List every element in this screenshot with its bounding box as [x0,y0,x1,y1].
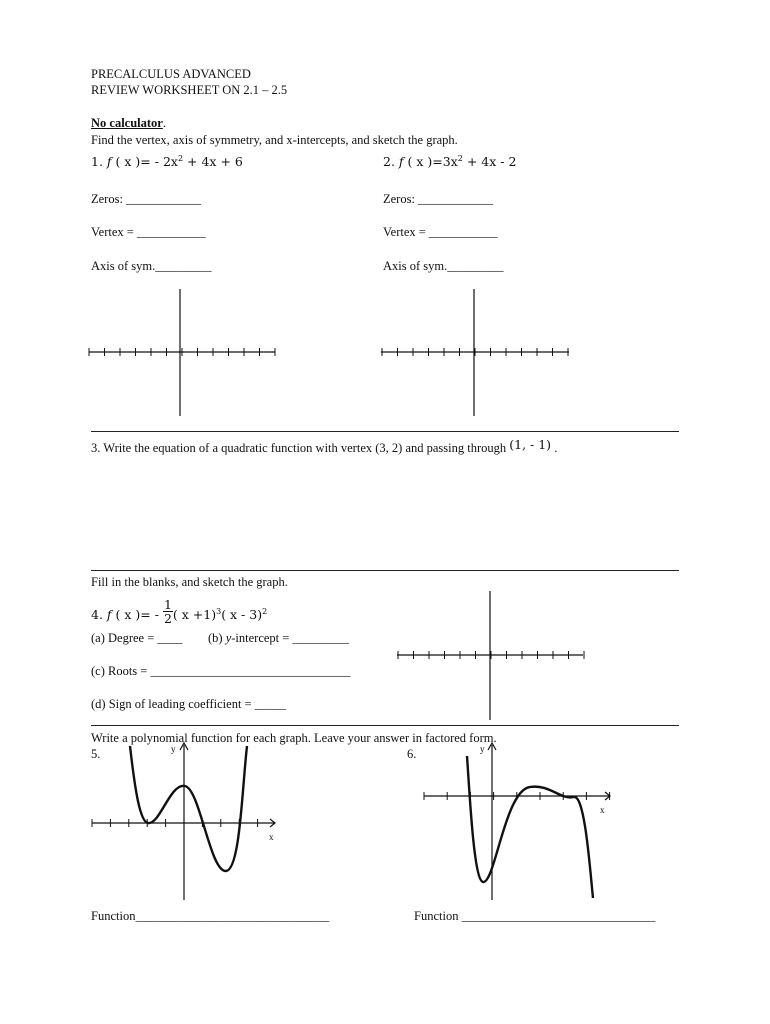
problem-4-c: (c) Roots = ________________________________ [91,664,351,678]
problem-2-axis: Axis of sym._________ [383,259,504,273]
problem-5-y-label: y [171,744,176,754]
problem-4-factor2: ( x - 3) [221,607,263,622]
problem-2-paren: ( x ) [407,154,433,170]
section4-instructions: Fill in the blanks, and sketch the graph. [91,575,288,589]
problem-4-b-post: -intercept = _________ [231,631,349,645]
problem-1-f: f [106,154,112,170]
problem-4-number: 4. [91,607,103,622]
problem-1-vertex: Vertex = ___________ [91,225,206,239]
problem-2-zeros: Zeros: ____________ [383,192,494,206]
problem-6-number: 6. [407,747,417,761]
worksheet-subtitle: REVIEW WORKSHEET ON 2.1 – 2.5 [91,83,288,97]
problem-6-curve [467,756,593,898]
problem-2-vertex: Vertex = ___________ [383,225,498,239]
problem-3-end: . [551,441,558,455]
problem-4-eq: = - [140,607,159,622]
problem-4-b-italic: y [225,631,232,645]
problem-4-f: f [106,607,112,622]
problem-6-function-field[interactable]: Function _______________________________ [414,909,656,923]
problem-2-number: 2. [383,154,395,170]
problem-4-exp1: 3 [216,606,222,616]
problem-1-paren: ( x ) [115,154,141,170]
problem-1-rest: + 4x + 6 [183,154,243,170]
section1-instructions: Find the vertex, axis of symmetry, and x-intercepts, and sketch the graph. [91,133,458,147]
problem-4-frac-num: 1 [163,597,172,612]
problem-1-axis: Axis of sym._________ [91,259,212,273]
problem-5-number: 5. [91,747,101,761]
problem-4-a: (a) Degree = ____ [91,631,183,645]
problem-1-eq: = - 2x [140,154,178,170]
problem-4-factor1: ( x +1) [172,607,217,622]
problem-4-b-pre: (b) [208,631,226,645]
worksheet-course-title: PRECALCULUS ADVANCED [91,67,251,81]
problem-4-frac-den: 2 [163,611,172,626]
problem-6-y-label: y [480,744,485,754]
no-calculator-period: . [162,116,166,130]
no-calculator-label: No calculator [91,116,163,130]
section5-instructions: Write a polynomial function for each graph. Leave your answer in factored form. [91,731,497,745]
problem-3-text: 3. Write the equation of a quadratic function with vertex (3, 2) and passing through [91,441,510,455]
problem-3-point: (1, - 1) [509,437,552,452]
problem-1-zeros: Zeros: ____________ [91,192,202,206]
problem-1-exp: 2 [177,154,184,163]
problem-2-exp: 2 [457,154,463,163]
problem-4-paren: ( x ) [115,607,141,622]
problem-2-rest: + 4x - 2 [462,154,517,170]
problem-6-x-label: x [600,805,605,815]
problem-1-number: 1. [91,154,103,170]
problem-2-f: f [398,154,404,170]
problem-4-exp2: 2 [262,606,268,616]
problem-4-d: (d) Sign of leading coefficient = _____ [91,697,286,711]
problem-2-eq: =3x [432,154,458,170]
problem-5-x-label: x [269,832,274,842]
problem-5-function-field[interactable]: Function_______________________________ [91,909,330,923]
